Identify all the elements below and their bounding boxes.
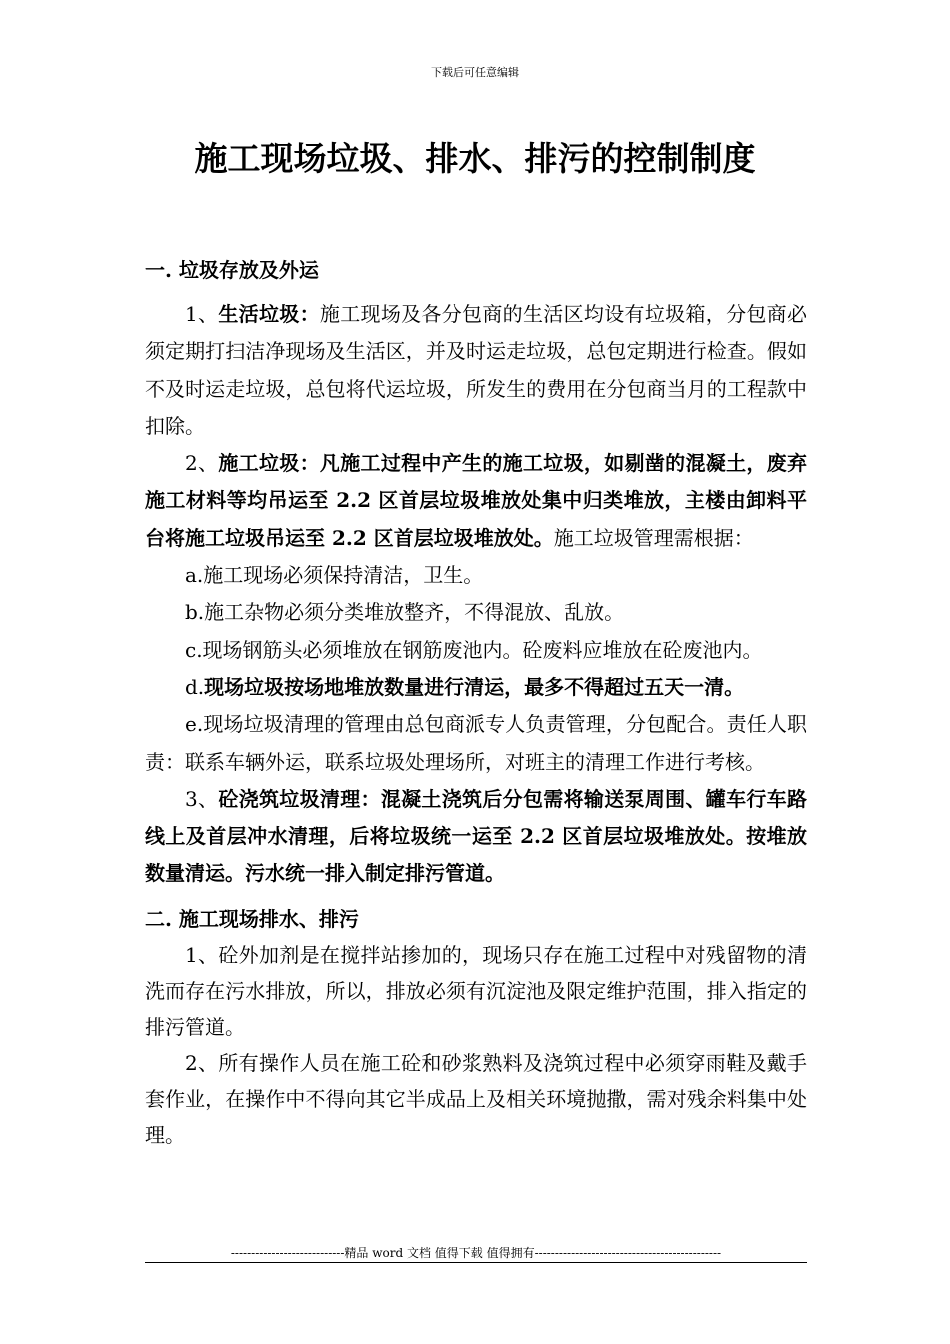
section1-item2 xyxy=(145,445,807,557)
item-text: 施工垃圾管理需根据： xyxy=(553,525,754,550)
section2-item2: 2、所有操作人员在施工砼和砂浆熟料及浇筑过程中必须穿雨鞋及戴手套作业，在操作中不得向其它半成品上及相关环境抛撒，需对残余料集中处理。 xyxy=(145,1050,807,1147)
section2-heading: 二. 施工现场排水、排污 xyxy=(145,906,359,931)
page-footer: ----------------------------精品 word 文档 值得下载 值得拥有---------------------------------------------- xyxy=(230,1246,722,1260)
section1-item1 xyxy=(145,296,807,445)
item-label: 生活垃圾： xyxy=(218,302,320,326)
sub-bold-text: 现场垃圾按场地堆放数量进行清运，最多不得超过五天一清。 xyxy=(204,674,745,699)
section1-sub-b: b.施工杂物必须分类堆放整齐，不得混放、乱放。 xyxy=(185,600,625,625)
page-header: 下载后可任意编辑 xyxy=(431,66,519,79)
section1-sub-a: a.施工现场必须保持清洁，卫生。 xyxy=(185,563,484,588)
item-number: 2、 xyxy=(185,451,219,476)
item-number: 1、 xyxy=(185,302,219,326)
item-bold-text: 砼浇筑垃圾清理：混凝土浇筑后分包需将输送泵周围、罐车行车路线上及首层冲水清理，后将垃圾统一运至 2.2 区首层垃圾堆放处。按堆放数量清运。污水统一排入制定排污管道。 xyxy=(145,786,807,886)
section1-sub-c: c.现场钢筋头必须堆放在钢筋废池内。砼废料应堆放在砼废池内。 xyxy=(185,637,763,662)
section1-heading: 一. 垃圾存放及外运 xyxy=(145,258,319,282)
section1-sub-d xyxy=(145,669,807,706)
item-number: 3、 xyxy=(185,786,219,811)
footer-divider xyxy=(145,1262,807,1263)
document-title: 施工现场垃圾、排水、排污的控制制度 xyxy=(194,139,756,178)
item-text: 施工现场及各分包商的生活区均设有垃圾箱，分包商必须定期打扫洁净现场及生活区，并及时运走垃圾，总包定期进行检查。假如不及时运走垃圾，总包将代运垃圾，所发生的费用在分包商当月的工程款中扣除。 xyxy=(145,302,807,438)
item-bold-text: 施工垃圾：凡施工过程中产生的施工垃圾，如剔凿的混凝土，废弃施工材料等均吊运至 2.2 区首层垃圾堆放处集中归类堆放，主楼由卸料平台将施工垃圾吊运至 2.2 区首层垃圾堆放处。 xyxy=(145,451,807,550)
section2-item1: 1、砼外加剂是在搅拌站掺加的，现场只存在施工过程中对残留物的清洗而存在污水排放，所以，排放必须有沉淀池及限定维护范围，排入指定的排污管道。 xyxy=(145,942,807,1039)
section1-item3 xyxy=(145,781,807,893)
section1-sub-e: e.现场垃圾清理的管理由总包商派专人负责管理，分包配合。责任人职责：联系车辆外运，联系垃圾处理场所，对班主的清理工作进行考核。 xyxy=(145,712,807,774)
sub-prefix: d. xyxy=(185,674,205,699)
document-body xyxy=(145,252,807,1153)
